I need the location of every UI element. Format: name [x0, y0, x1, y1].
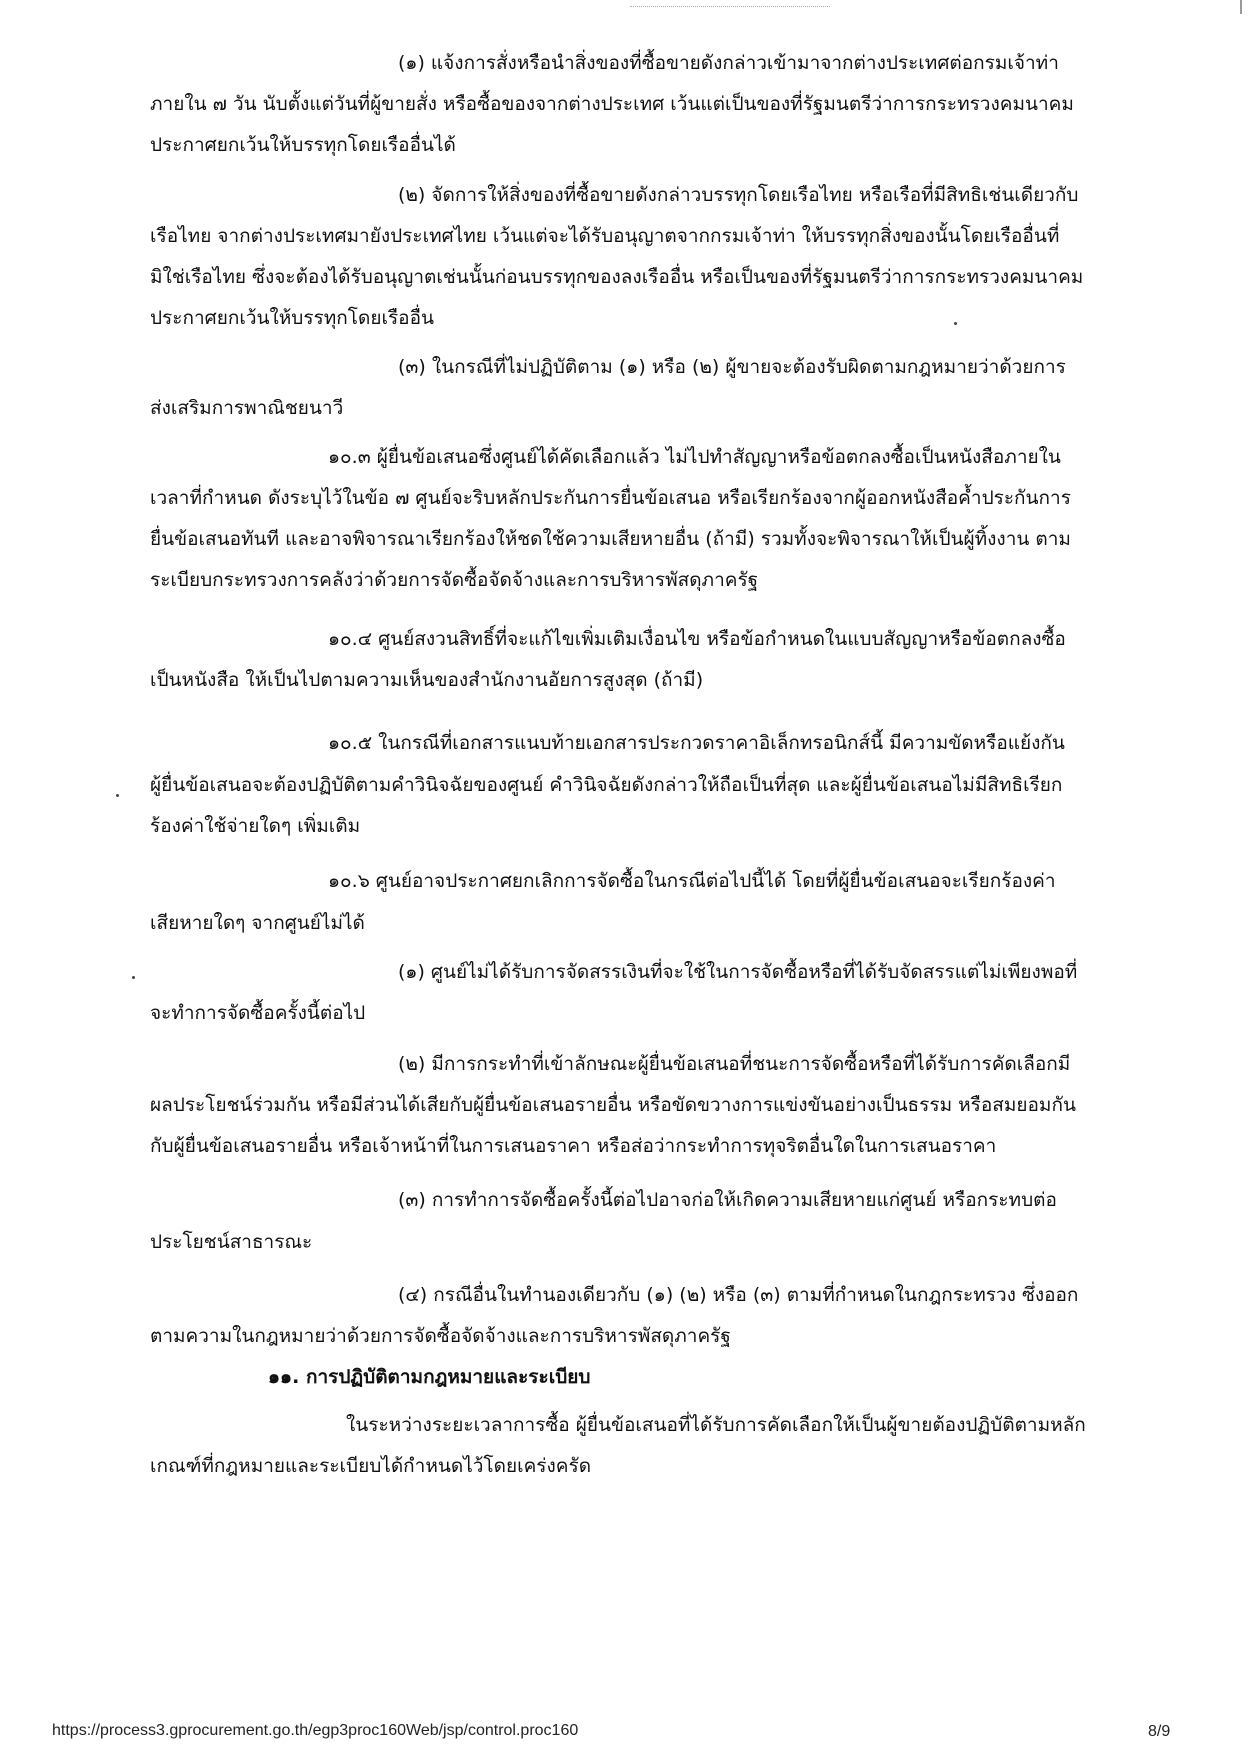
body-line: ระเบียบกระทรวงการคลังว่าด้วยการจัดซื้อจัดจ้างและการบริหารพัสดุภาครัฐ — [150, 569, 759, 591]
body-line: เป็นหนังสือ ให้เป็นไปตามความเห็นของสำนักงานอัยการสูงสุด (ถ้ามี) — [150, 669, 704, 691]
body-line: ผลประโยชน์ร่วมกัน หรือมีส่วนได้เสียกับผู้ยื่นข้อเสนอรายอื่น หรือขัดขวางการแข่งขันอย่างเป็นธรรม หรือสมยอมกัน — [150, 1094, 1076, 1116]
body-line: ผู้ยื่นข้อเสนอจะต้องปฏิบัติตามคำวินิจฉัยของศูนย์ คำวินิจฉัยดังกล่าวให้ถือเป็นที่สุด และผู้ยื่นข้อเสนอไม่มีสิทธิเรียก — [150, 774, 1063, 796]
body-line: ร้องค่าใช้จ่ายใดๆ เพิ่มเติม — [150, 815, 361, 837]
body-line: เรือไทย จากต่างประเทศมายังประเทศไทย เว้นแต่จะได้รับอนุญาตจากกรมเจ้าท่า ให้บรรทุกสิ่งของนั้นโดยเรืออื่นที่ — [150, 225, 1060, 247]
body-line: เสียหายใดๆ จากศูนย์ไม่ได้ — [150, 912, 365, 934]
body-line: ประกาศยกเว้นให้บรรทุกโดยเรืออื่นได้ — [150, 134, 456, 156]
section-10-5-line: ๑๐.๕ ในกรณีที่เอกสารแนบท้ายเอกสารประกวดราคาอิเล็กทรอนิกส์นี้ มีความขัดหรือแย้งกัน — [328, 732, 1065, 754]
section-10-3-line: ๑๐.๓ ผู้ยื่นข้อเสนอซึ่งศูนย์ได้คัดเลือกแล้ว ไม่ไปทำสัญญาหรือข้อตกลงซื้อเป็นหนังสือภายใน — [328, 446, 1061, 468]
clause-1-line: (๑) ศูนย์ไม่ได้รับการจัดสรรเงินที่จะใช้ในการจัดซื้อหรือที่ได้รับจัดสรรแต่ไม่เพียงพอที่ — [398, 961, 1078, 983]
body-line: ยื่นข้อเสนอทันที และอาจพิจารณาเรียกร้องให้ชดใช้ความเสียหายอื่น (ถ้ามี) รวมทั้งจะพิจารณาให้เป็นผู้ทิ้งงาน ตาม — [150, 528, 1071, 550]
clause-2-line: (๒) มีการกระทำที่เข้าลักษณะผู้ยื่นข้อเสนอที่ชนะการจัดซื้อหรือที่ได้รับการคัดเลือกมี — [398, 1053, 1071, 1075]
body-line: ตามความในกฎหมายว่าด้วยการจัดซื้อจัดจ้างและการบริหารพัสดุภาครัฐ — [150, 1325, 731, 1347]
clause-3-line: (๓) ในกรณีที่ไม่ปฏิบัติตาม (๑) หรือ (๒) ผู้ขายจะต้องรับผิดตามกฎหมายว่าด้วยการ — [398, 356, 1066, 378]
clause-4-line: (๔) กรณีอื่นในทำนองเดียวกับ (๑) (๒) หรือ (๓) ตามที่กำหนดในกฎกระทรวง ซึ่งออก — [398, 1284, 1079, 1306]
section-10-6-line: ๑๐.๖ ศูนย์อาจประกาศยกเลิกการจัดซื้อในกรณีต่อไปนี้ได้ โดยที่ผู้ยื่นข้อเสนอจะเรียกร้องค่า — [328, 870, 1056, 892]
clause-2-line: (๒) จัดการให้สิ่งของที่ซื้อขายดังกล่าวบรรทุกโดยเรือไทย หรือเรือที่มีสิทธิเช่นเดียวกับ — [398, 184, 1079, 206]
scan-mark — [630, 6, 830, 7]
clause-3-line: (๓) การทำการจัดซื้อครั้งนี้ต่อไปอาจก่อให้เกิดความเสียหายแก่ศูนย์ หรือกระทบต่อ — [398, 1189, 1057, 1211]
body-line: เวลาที่กำหนด ดังระบุไว้ในข้อ ๗ ศูนย์จะริบหลักประกันการยื่นข้อเสนอ หรือเรียกร้องจากผู้ออกหนังสือค้ำประกันการ — [150, 487, 1071, 509]
footer-url: https://process3.gprocurement.go.th/egp3proc160Web/jsp/control.proc160 — [52, 1722, 579, 1739]
scan-edge — [1240, 0, 1242, 14]
body-line: ประกาศยกเว้นให้บรรทุกโดยเรืออื่น — [150, 307, 434, 329]
body-line: จะทำการจัดซื้อครั้งนี้ต่อไป — [150, 1002, 366, 1024]
scan-speck — [954, 322, 957, 325]
scan-speck — [116, 794, 119, 797]
section-10-4-line: ๑๐.๔ ศูนย์สงวนสิทธิ์ที่จะแก้ไขเพิ่มเติมเงื่อนไข หรือข้อกำหนดในแบบสัญญาหรือข้อตกลงซื้อ — [328, 628, 1066, 650]
body-line: มิใช่เรือไทย ซึ่งจะต้องได้รับอนุญาตเช่นนั้นก่อนบรรทุกของลงเรืออื่น หรือเป็นของที่รัฐมนตรีว่าการกระทรวงคมนาคม — [150, 266, 1084, 288]
body-line: ภายใน ๗ วัน นับตั้งแต่วันที่ผู้ขายสั่ง หรือซื้อของจากต่างประเทศ เว้นแต่เป็นของที่รัฐมนตรีว่าการกระทรวงคมนาคม — [150, 93, 1074, 115]
body-line: ส่งเสริมการพาณิชยนาวี — [150, 397, 344, 419]
body-line: ประโยชน์สาธารณะ — [150, 1231, 313, 1253]
section-11-heading: ๑๑. การปฏิบัติตามกฎหมายและระเบียบ — [268, 1366, 591, 1388]
body-line: เกณฑ์ที่กฎหมายและระเบียบได้กำหนดไว้โดยเคร่งครัด — [150, 1455, 592, 1477]
body-line: กับผู้ยื่นข้อเสนอรายอื่น หรือเจ้าหน้าที่ในการเสนอราคา หรือส่อว่ากระทำการทุจริตอื่นใดในการเสนอราคา — [150, 1135, 997, 1157]
section-11-paragraph: ในระหว่างระยะเวลาการซื้อ ผู้ยื่นข้อเสนอที่ได้รับการคัดเลือกให้เป็นผู้ขายต้องปฏิบัติตามหลัก — [346, 1414, 1086, 1436]
scan-speck — [132, 976, 135, 979]
clause-1-line: (๑) แจ้งการสั่งหรือนำสิ่งของที่ซื้อขายดังกล่าวเข้ามาจากต่างประเทศต่อกรมเจ้าท่า — [398, 52, 1059, 74]
page-number: 8/9 — [1148, 1723, 1171, 1740]
